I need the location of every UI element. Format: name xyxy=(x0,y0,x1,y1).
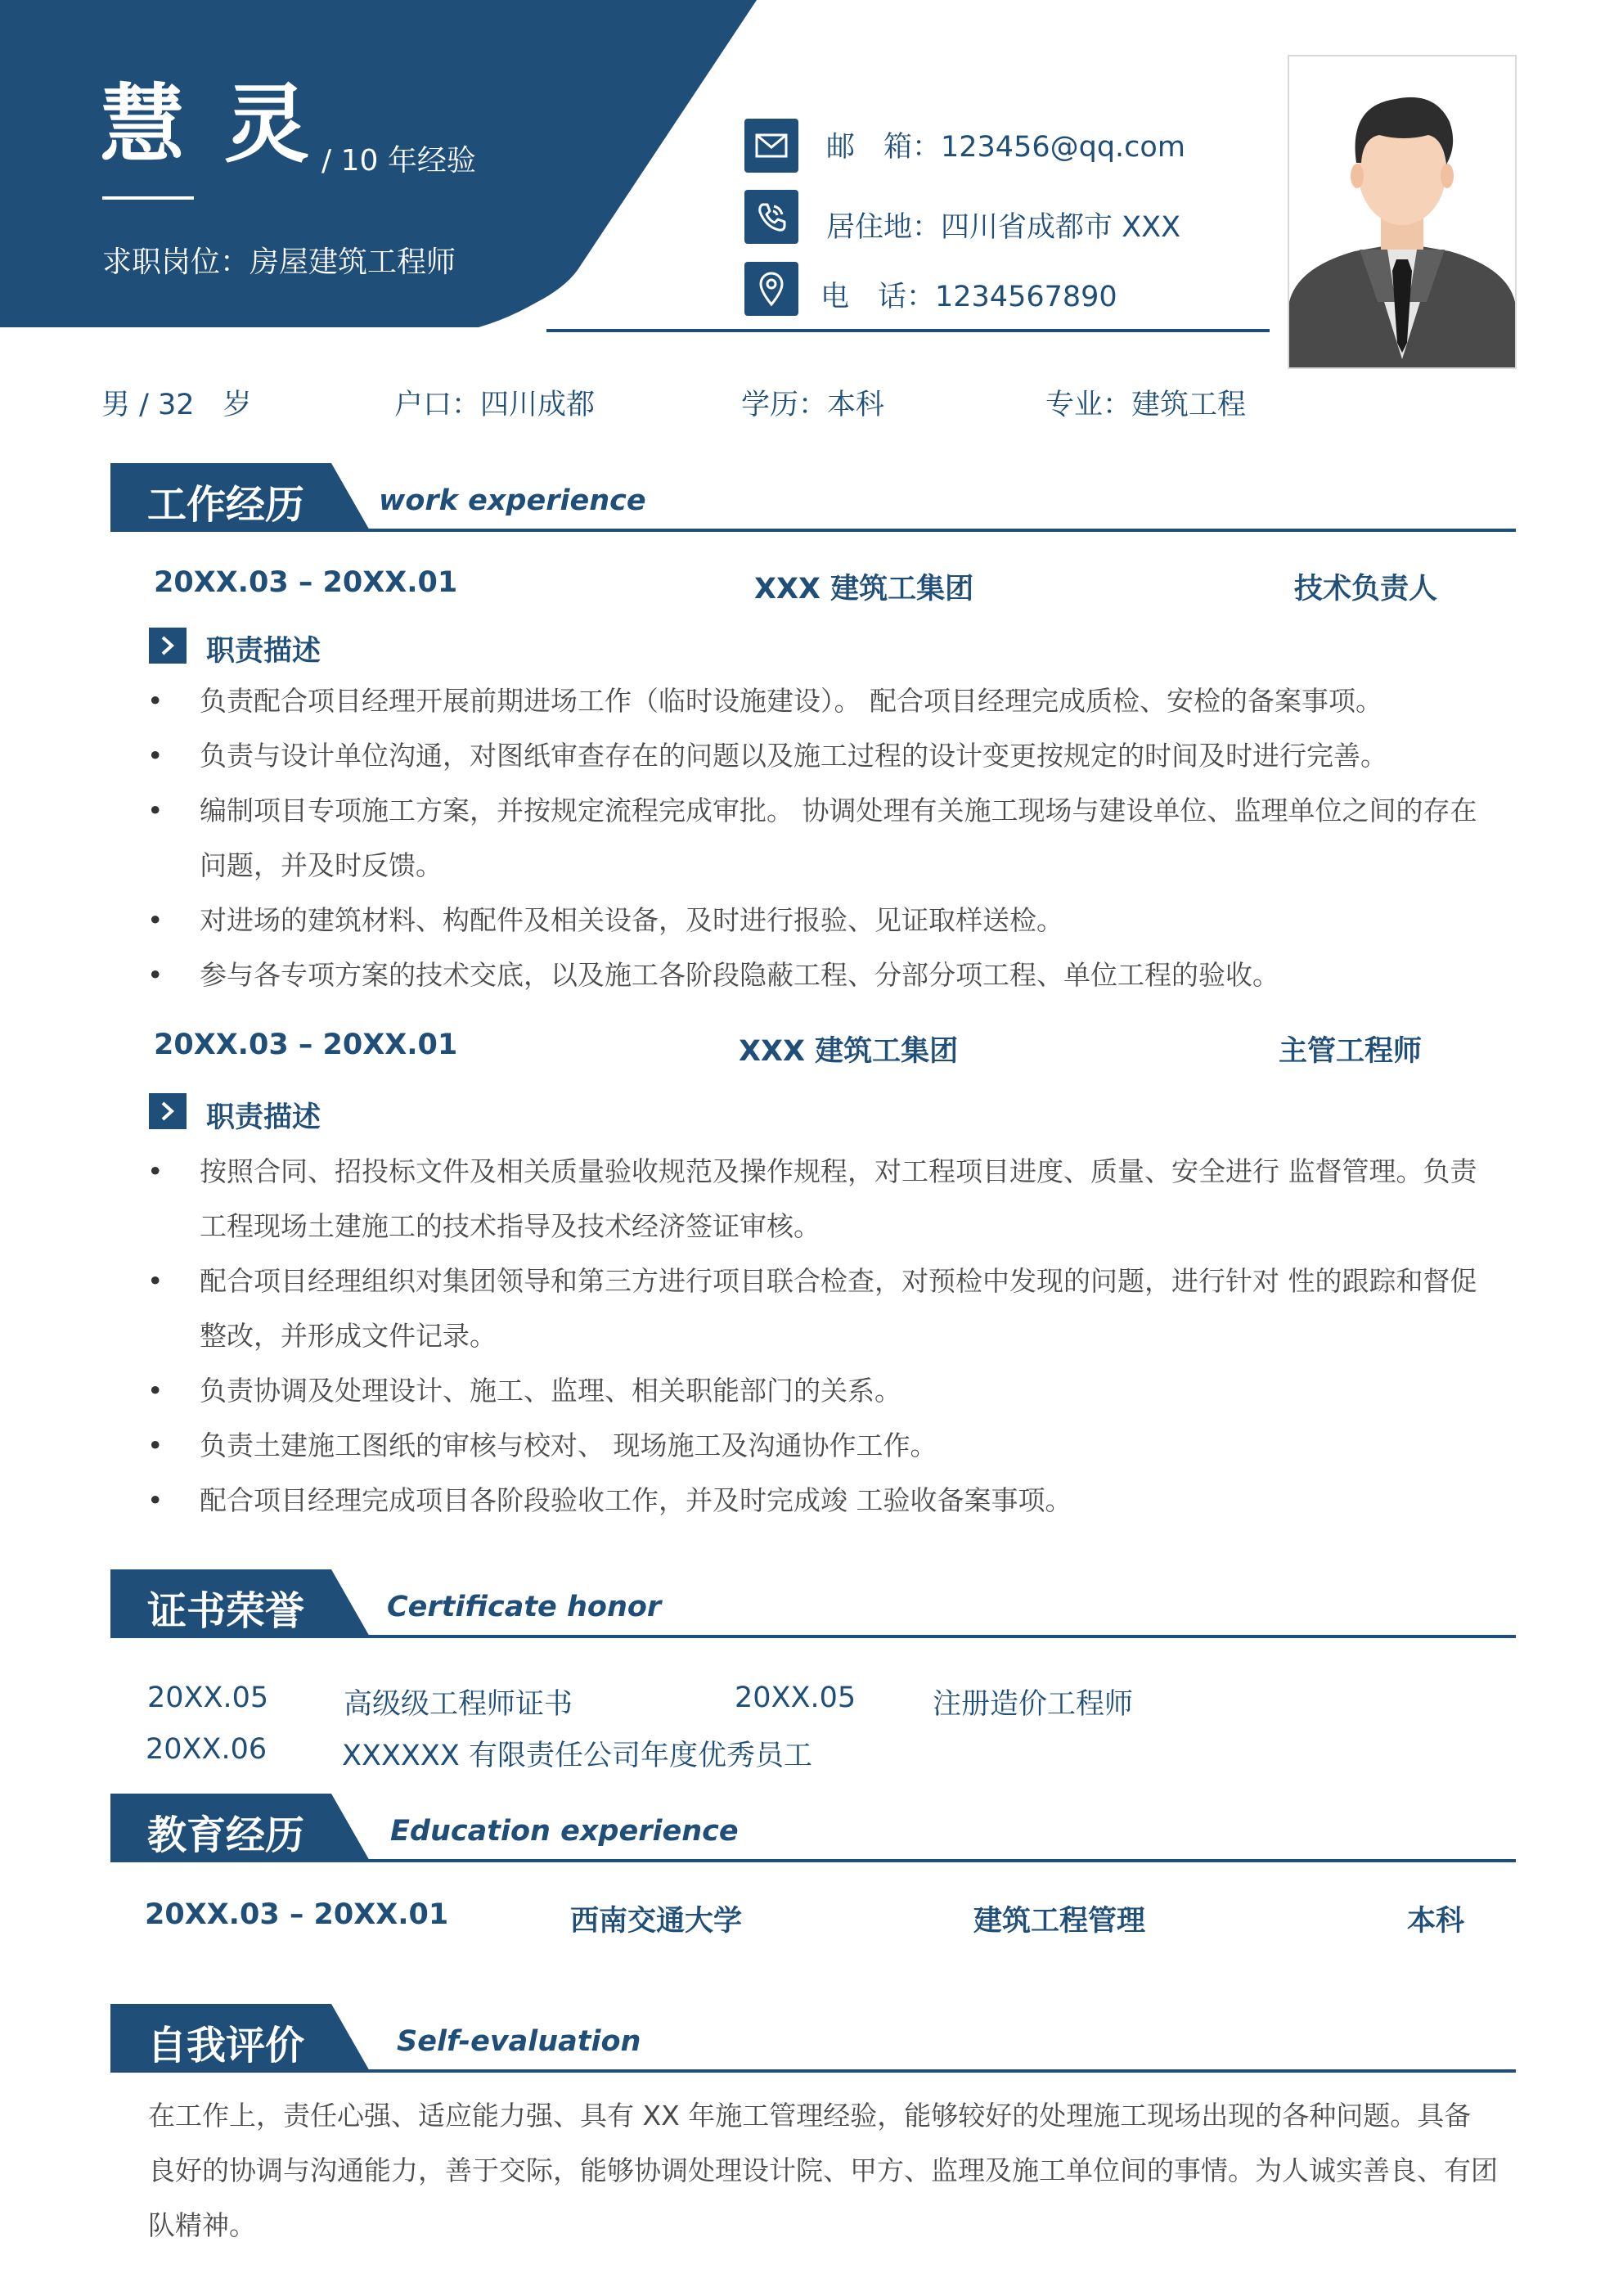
list-item: • 编制项目专项施工方案，并按规定流程完成审批。 协调处理有关施工现场与建设单位、监理单位之间的存在问题，并及时反馈。 xyxy=(147,783,1489,893)
contact-address: 居住地：四川省成都市 XXX xyxy=(826,211,1181,244)
list-item: • 负责协调及处理设计、施工、监理、相关职能部门的关系。 xyxy=(147,1363,1489,1418)
chevron-right-icon xyxy=(149,1093,187,1129)
cert-date: 20XX.05 xyxy=(147,1681,269,1714)
section-subtitle: Certificate honor xyxy=(387,1591,662,1623)
header-divider xyxy=(546,329,1270,332)
job-period: 20XX.03 – 20XX.01 xyxy=(154,1029,458,1061)
edu-period: 20XX.03 – 20XX.01 xyxy=(145,1898,449,1931)
list-item: • 配合项目经理组织对集团领导和第三方进行项目联合检查，对预检中发现的问题，进行针对 性的跟踪和督促整改，并形成文件记录。 xyxy=(147,1254,1489,1363)
cert-date: 20XX.05 xyxy=(735,1681,856,1714)
section-subtitle: Self-evaluation xyxy=(397,2025,641,2058)
envelope-icon xyxy=(744,119,798,173)
name-underline xyxy=(102,196,194,200)
phone-handset-icon xyxy=(744,190,798,244)
section-subtitle: Education experience xyxy=(390,1815,739,1848)
list-item: • 负责土建施工图纸的审核与校对、 现场施工及沟通协作工作。 xyxy=(147,1418,1489,1473)
job-company: XXX 建筑工集团 xyxy=(754,573,974,606)
job-period: 20XX.03 – 20XX.01 xyxy=(154,566,458,599)
job-target: 求职岗位：房屋建筑工程师 xyxy=(102,245,456,279)
job-position: 主管工程师 xyxy=(1279,1035,1423,1068)
cert-name: XXXXXX 有限责任公司年度优秀员工 xyxy=(342,1740,812,1772)
section-title: 教育经历 xyxy=(147,1812,305,1858)
cert-name: 高级级工程师证书 xyxy=(344,1688,573,1721)
profile-photo xyxy=(1288,55,1517,369)
list-item: • 对进场的建筑材料、构配件及相关设备，及时进行报验、见证取样送检。 xyxy=(147,893,1489,948)
info-gender-age: 男 / 32 岁 xyxy=(101,389,252,421)
cert-name: 注册造价工程师 xyxy=(933,1688,1134,1721)
list-item: • 参与各专项方案的技术交底，以及施工各阶段隐蔽工程、分部分项工程、单位工程的验收。 xyxy=(147,948,1489,1002)
job-position: 技术负责人 xyxy=(1294,573,1438,606)
cert-date: 20XX.06 xyxy=(146,1733,268,1766)
contact-email: 邮 箱：123456@qq.com xyxy=(826,131,1185,164)
edu-degree: 本科 xyxy=(1407,1905,1465,1938)
duty-list xyxy=(147,1144,1489,1528)
section-header-cert xyxy=(110,1564,1516,1646)
contact-phone: 电 话：1234567890 xyxy=(820,281,1117,313)
location-pin-icon xyxy=(744,262,798,316)
chevron-right-icon xyxy=(149,628,187,664)
duty-label: 职责描述 xyxy=(206,635,321,668)
list-item: • 负责配合项目经理开展前期进场工作（临时设施建设）。 配合项目经理完成质检、安检的备案事项。 xyxy=(147,673,1489,728)
section-header-self xyxy=(110,1999,1516,2081)
section-title: 工作经历 xyxy=(147,482,305,528)
section-header-edu xyxy=(110,1789,1516,1871)
job-company: XXX 建筑工集团 xyxy=(739,1035,959,1068)
info-major: 专业：建筑工程 xyxy=(1045,389,1247,421)
section-subtitle: work experience xyxy=(379,484,646,517)
section-title: 自我评价 xyxy=(147,2023,305,2069)
list-item: • 负责与设计单位沟通，对图纸审查存在的问题以及施工过程的设计变更按规定的时间及时进行完善。 xyxy=(147,728,1489,783)
section-header-work xyxy=(110,458,1516,540)
experience-years: / 10 年经验 xyxy=(321,144,476,178)
list-item: • 按照合同、招投标文件及相关质量验收规范及操作规程，对工程项目进度、质量、安全进行 监督管理。负责工程现场土建施工的技术指导及技术经济签证审核。 xyxy=(147,1144,1489,1254)
edu-major: 建筑工程管理 xyxy=(973,1905,1146,1938)
candidate-name: 慧灵 xyxy=(100,74,349,174)
self-evaluation-text: 在工作上，责任心强、适应能力强、具有 XX 年施工管理经验，能够较好的处理施工现场出现的各种问题。具备良好的协调与沟通能力，善于交际，能够协调处理设计院、甲方、监理及施工单位间的事情。为人诚实善良、有团队精神。 xyxy=(148,2100,1498,2241)
info-hukou: 户口：四川成都 xyxy=(394,389,596,421)
duty-list xyxy=(147,673,1489,1002)
duty-label: 职责描述 xyxy=(206,1101,321,1134)
info-education: 学历：本科 xyxy=(741,389,885,421)
list-item: • 配合项目经理完成项目各阶段验收工作，并及时完成竣 工验收备案事项。 xyxy=(147,1473,1489,1528)
section-title: 证书荣誉 xyxy=(147,1588,305,1634)
edu-school: 西南交通大学 xyxy=(570,1905,743,1938)
